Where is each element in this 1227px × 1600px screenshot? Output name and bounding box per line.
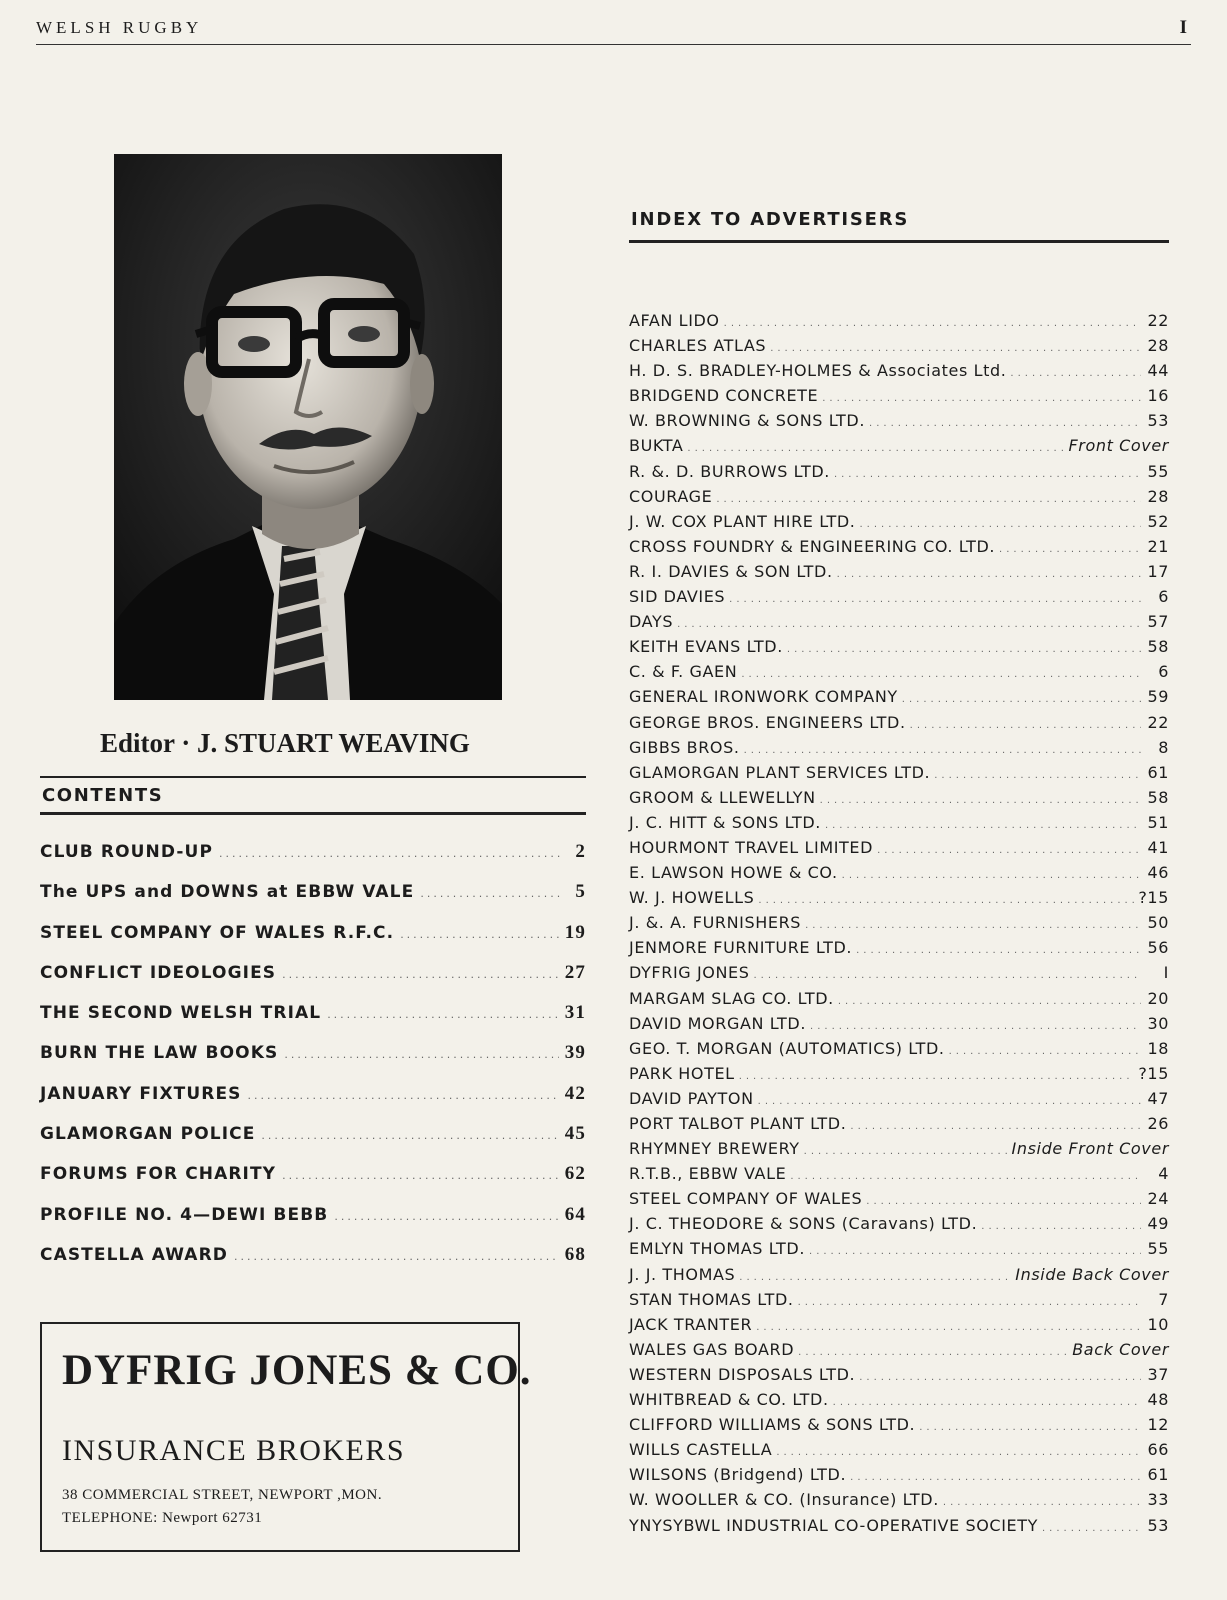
dot-leader (744, 745, 1141, 756)
advertiser-name: R.T.B., EBBW VALE (629, 1164, 787, 1184)
advertiser-name: PARK HOTEL (629, 1063, 735, 1083)
contents-entry-title: THE SECOND WELSH TRIAL (40, 1003, 322, 1024)
dot-leader (741, 669, 1141, 680)
contents-entry-title: STEEL COMPANY OF WALES R.F.C. (40, 922, 395, 943)
advertiser-page: 12 (1147, 1415, 1169, 1435)
advertiser-name: J. W. COX PLANT HIRE LTD. (629, 511, 856, 531)
advertiser-name: W. WOOLLER & CO. (Insurance) LTD. (629, 1490, 939, 1510)
dot-leader (822, 393, 1141, 404)
dot-leader (327, 1008, 559, 1021)
contents-entry-title: PROFILE NO. 4—DEWI BEBB (40, 1204, 329, 1225)
advertiser-name: R. I. DAVIES & SON LTD. (629, 561, 833, 581)
advertiser-page: 61 (1147, 762, 1169, 782)
advertiser-page: 57 (1147, 612, 1169, 632)
advertiser-entry (629, 436, 1169, 461)
advertiser-name: GEO. T. MORGAN (AUTOMATICS) LTD. (629, 1038, 945, 1058)
contents-entry (40, 1042, 586, 1082)
editor-caption: Editor · J. STUART WEAVING (100, 728, 470, 758)
advertiser-page: 55 (1147, 1239, 1169, 1259)
dot-leader (754, 970, 1142, 981)
dot-leader (677, 619, 1141, 630)
advertiser-entry (629, 562, 1169, 587)
dot-leader (234, 1250, 559, 1263)
advertiser-page: 24 (1147, 1189, 1169, 1209)
advertiser-page: 66 (1147, 1440, 1169, 1460)
advertiser-name: SID DAVIES (629, 587, 726, 607)
advertiser-page: 44 (1147, 361, 1169, 381)
dot-leader (400, 928, 559, 941)
contents-entry-title: CONFLICT IDEOLOGIES (40, 962, 277, 983)
advertiser-name: W. J. HOWELLS (629, 888, 755, 908)
contents-entry (40, 841, 586, 881)
advert-address: 38 COMMERCIAL STREET, NEWPORT ,MON. (62, 1487, 383, 1503)
advertiser-page: 8 (1158, 737, 1169, 757)
dot-leader (805, 920, 1141, 931)
dot-leader (804, 1146, 1008, 1157)
advertiser-entry (629, 1189, 1169, 1214)
contents-heading: CONTENTS (40, 776, 586, 815)
insurance-advert (40, 1322, 532, 1552)
dot-leader (798, 1297, 1141, 1308)
advertiser-name: PORT TALBOT PLANT LTD. (629, 1114, 847, 1133)
advertiser-name: RHYMNEY BREWERY (629, 1139, 800, 1159)
advertiser-page: 37 (1147, 1364, 1169, 1384)
advertiser-page: ?15 (1138, 888, 1169, 908)
advertiser-page: 59 (1147, 687, 1169, 707)
advertiser-page: 22 (1147, 712, 1169, 732)
dot-leader (869, 418, 1141, 429)
advertiser-page: I (1163, 963, 1169, 983)
advertiser-name: GEORGE BROS. ENGINEERS LTD. (629, 712, 906, 732)
dot-leader (729, 594, 1141, 605)
advertiser-name: WALES GAS BOARD (629, 1339, 795, 1359)
advertiser-name: JACK TRANTER (629, 1314, 753, 1334)
advertiser-page: 26 (1147, 1114, 1169, 1133)
advertiser-entry (629, 1014, 1169, 1039)
advertiser-name: DAVID MORGAN LTD. (629, 1013, 807, 1033)
advertiser-name: R. &. D. BURROWS LTD. (629, 461, 830, 481)
advertiser-entry (629, 1340, 1169, 1365)
advertiser-name: GLAMORGAN PLANT SERVICES LTD. (629, 762, 931, 782)
advertiser-page: 61 (1147, 1465, 1169, 1485)
dot-leader (859, 1372, 1141, 1383)
advertiser-entry (629, 1415, 1169, 1440)
dot-leader (860, 519, 1142, 530)
contents-section (40, 776, 586, 1284)
advertiser-entry (629, 637, 1169, 662)
advertiser-entry (629, 1365, 1169, 1390)
advertiser-page: Front Cover (1068, 436, 1169, 456)
contents-entry-title: JANUARY FIXTURES (40, 1083, 242, 1104)
advertiser-page: 18 (1147, 1038, 1169, 1058)
advertiser-entry (629, 963, 1169, 988)
dot-leader (687, 443, 1064, 454)
advertiser-name: WESTERN DISPOSALS LTD. (629, 1364, 856, 1384)
dot-leader (776, 1447, 1141, 1458)
advertiser-entry (629, 1516, 1169, 1541)
advertiser-entry (629, 1265, 1169, 1290)
advertiser-page: 16 (1147, 386, 1169, 406)
contents-entry-title: BURN THE LAW BOOKS (40, 1043, 279, 1064)
advertiser-page: 17 (1147, 561, 1169, 581)
contents-entry (40, 1123, 586, 1163)
advertiser-name: YNYSYBWL INDUSTRIAL CO-OPERATIVE SOCIETY (629, 1515, 1038, 1535)
advertiser-page: 53 (1147, 411, 1169, 431)
dot-leader (756, 1322, 1141, 1333)
advertiser-page: 30 (1147, 1013, 1169, 1033)
advertiser-page: 22 (1147, 311, 1169, 330)
advertiser-name: E. LAWSON HOWE & CO. (629, 863, 838, 883)
advertiser-entry (629, 763, 1169, 788)
advertiser-entry (629, 1139, 1169, 1164)
contents-entry (40, 962, 586, 1002)
dot-leader (820, 795, 1141, 806)
advertiser-entry (629, 1490, 1169, 1515)
advertiser-entry (629, 662, 1169, 687)
advertiser-page: 49 (1147, 1214, 1169, 1234)
advertiser-page: 53 (1147, 1515, 1169, 1535)
advertiser-name: DAYS (629, 612, 674, 632)
advertiser-name: GIBBS BROS. (629, 737, 740, 757)
dot-leader (999, 544, 1141, 555)
advertiser-entry (629, 1390, 1169, 1415)
dot-leader (850, 1121, 1141, 1132)
advertiser-name: GENERAL IRONWORK COMPANY (629, 687, 898, 707)
advertiser-entry (629, 738, 1169, 763)
advertiser-entry (629, 1039, 1169, 1064)
dot-leader (934, 770, 1141, 781)
contents-entry-page: 19 (564, 921, 586, 943)
advertiser-entry (629, 813, 1169, 838)
dot-leader (810, 1021, 1141, 1032)
advertiser-entry (629, 938, 1169, 963)
advertiser-page: 10 (1147, 1314, 1169, 1334)
advertiser-name: JENMORE FURNITURE LTD. (629, 938, 853, 958)
advertiser-name: GROOM & LLEWELLYN (629, 787, 816, 807)
advertiser-name: MARGAM SLAG CO. LTD. (629, 988, 834, 1008)
advertisers-index (629, 195, 1169, 1541)
contents-entry-title: CLUB ROUND-UP (40, 842, 214, 862)
dot-leader (837, 569, 1141, 580)
advertiser-page: Inside Back Cover (1015, 1264, 1169, 1284)
dot-leader (834, 469, 1141, 480)
dot-leader (724, 318, 1141, 329)
advertiser-name: AFAN LIDO (629, 311, 720, 330)
advertiser-page: 6 (1158, 587, 1169, 607)
advertiser-entry (629, 713, 1169, 738)
advertiser-name: BUKTA (629, 436, 684, 456)
advertiser-name: WHITBREAD & CO. LTD. (629, 1390, 829, 1410)
contents-entry-page: 62 (564, 1163, 586, 1185)
dot-leader (758, 1096, 1141, 1107)
advertiser-page: 28 (1147, 486, 1169, 506)
dot-leader (716, 494, 1141, 505)
advertiser-page: 50 (1147, 913, 1169, 933)
advertiser-page: Back Cover (1072, 1339, 1169, 1359)
advertiser-page: 20 (1147, 988, 1169, 1008)
dot-leader (842, 870, 1141, 881)
advertiser-page: 58 (1147, 637, 1169, 657)
advertiser-name: J. &. A. FURNISHERS (629, 913, 802, 933)
contents-entry-page: 64 (564, 1203, 586, 1225)
advertiser-page: 58 (1147, 787, 1169, 807)
advertiser-page: 28 (1147, 336, 1169, 356)
advertiser-name: DYFRIG JONES (629, 963, 750, 983)
dot-leader (838, 996, 1141, 1007)
advertiser-page: 52 (1147, 511, 1169, 531)
advertiser-entry (629, 1064, 1169, 1089)
advertiser-entry (629, 1089, 1169, 1114)
contents-entry-page: 5 (575, 881, 586, 903)
advertiser-page: 7 (1158, 1289, 1169, 1309)
advertiser-entry (629, 361, 1169, 386)
dot-leader (866, 1196, 1141, 1207)
advertiser-name: CHARLES ATLAS (629, 336, 767, 356)
advertiser-entry (629, 913, 1169, 938)
contents-entry (40, 881, 586, 921)
advertiser-entry (629, 512, 1169, 537)
advertiser-page: 47 (1147, 1088, 1169, 1108)
contents-entry-title: The UPS and DOWNS at EBBW VALE (40, 882, 415, 903)
dot-leader (809, 1246, 1141, 1257)
dot-leader (981, 1221, 1141, 1232)
advertiser-name: CROSS FOUNDRY & ENGINEERING CO. LTD. (629, 536, 996, 556)
advertiser-entry (629, 1164, 1169, 1189)
dot-leader (833, 1397, 1141, 1408)
dot-leader (798, 1347, 1068, 1358)
advertiser-page: 21 (1147, 536, 1169, 556)
dot-leader (877, 845, 1141, 856)
advertiser-page: 55 (1147, 461, 1169, 481)
advertiser-page: ?15 (1138, 1063, 1169, 1083)
advertiser-entry (629, 788, 1169, 813)
dot-leader (770, 343, 1141, 354)
advertiser-entry (629, 537, 1169, 562)
dot-leader (949, 1046, 1141, 1057)
advertiser-entry (629, 587, 1169, 612)
advertiser-page: 51 (1147, 812, 1169, 832)
dot-leader (856, 945, 1141, 956)
advert-service: INSURANCE BROKERS (62, 1434, 406, 1467)
advertiser-entry (629, 838, 1169, 863)
advertiser-entry (629, 411, 1169, 436)
contents-entry-title: CASTELLA AWARD (40, 1244, 228, 1265)
advertiser-entry (629, 386, 1169, 411)
advertiser-name: CLIFFORD WILLIAMS & SONS LTD. (629, 1415, 916, 1435)
advertiser-entry (629, 487, 1169, 512)
advertiser-entry (629, 1290, 1169, 1315)
dot-leader (850, 1472, 1141, 1483)
portrait-illustration (114, 154, 502, 700)
advertiser-name: WILLS CASTELLA (629, 1440, 773, 1460)
contents-entry (40, 1002, 586, 1042)
advertiser-entry (629, 1440, 1169, 1465)
advertiser-page: 48 (1147, 1390, 1169, 1410)
advertiser-name: STAN THOMAS LTD. (629, 1289, 794, 1309)
advertiser-page: 41 (1147, 837, 1169, 857)
contents-entry-page: 68 (564, 1243, 586, 1265)
dot-leader (261, 1129, 558, 1142)
dot-leader (284, 1048, 558, 1061)
advertiser-page: 56 (1147, 938, 1169, 958)
running-header (36, 18, 1191, 45)
dot-leader (219, 847, 560, 860)
advertiser-name: KEITH EVANS LTD. (629, 637, 783, 657)
advertiser-name: EMLYN THOMAS LTD. (629, 1239, 806, 1259)
advertiser-name: BRIDGEND CONCRETE (629, 386, 819, 406)
contents-entry-page: 39 (564, 1042, 586, 1064)
contents-entry (40, 1244, 586, 1284)
advertiser-name: C. & F. GAEN (629, 662, 738, 682)
dot-leader (910, 720, 1141, 731)
advertiser-entry (629, 863, 1169, 888)
editor-portrait-photo (114, 154, 502, 700)
page-number: I (1179, 17, 1187, 38)
advert-company: DYFRIG JONES & CO. (62, 1347, 532, 1394)
contents-entry (40, 1204, 586, 1244)
dot-leader (248, 1089, 559, 1102)
advertiser-entry (629, 1315, 1169, 1340)
dot-leader (739, 1272, 1011, 1283)
advertiser-entry (629, 336, 1169, 361)
advertiser-entry (629, 311, 1169, 336)
contents-entry-page: 2 (575, 841, 586, 862)
dot-leader (787, 644, 1141, 655)
contents-entry-title: FORUMS FOR CHARITY (40, 1164, 277, 1185)
advertiser-entry (629, 1239, 1169, 1264)
advertiser-entry (629, 1114, 1169, 1139)
advertiser-page: 4 (1158, 1164, 1169, 1184)
dot-leader (739, 1071, 1135, 1082)
contents-list (40, 841, 586, 1284)
dot-leader (919, 1422, 1141, 1433)
advertiser-name: J. C. THEODORE & SONS (Caravans) LTD. (629, 1214, 978, 1234)
advertiser-page: Inside Front Cover (1011, 1139, 1169, 1159)
dot-leader (282, 1169, 559, 1182)
contents-entry-title: GLAMORGAN POLICE (40, 1124, 256, 1145)
contents-entry-page: 27 (564, 961, 586, 983)
advertiser-entry (629, 687, 1169, 712)
advertisers-list (629, 311, 1169, 1541)
advertiser-name: J. C. HITT & SONS LTD. (629, 812, 821, 832)
advertiser-name: DAVID PAYTON (629, 1088, 754, 1108)
advertiser-page: 33 (1147, 1490, 1169, 1510)
advertiser-name: W. BROWNING & SONS LTD. (629, 411, 866, 431)
dot-leader (282, 968, 559, 981)
dot-leader (1010, 368, 1141, 379)
dot-leader (825, 820, 1141, 831)
contents-entry-page: 42 (564, 1082, 586, 1104)
dot-leader (1042, 1523, 1141, 1534)
contents-entry-page: 31 (564, 1002, 586, 1024)
advertiser-entry (629, 888, 1169, 913)
advertiser-name: J. J. THOMAS (629, 1264, 736, 1284)
dot-leader (790, 1171, 1141, 1182)
journal-title: WELSH RUGBY (36, 18, 203, 37)
contents-entry (40, 1163, 586, 1203)
dot-leader (758, 895, 1134, 906)
dot-leader (420, 887, 560, 900)
advertiser-entry (629, 1214, 1169, 1239)
advertiser-name: HOURMONT TRAVEL LIMITED (629, 837, 874, 857)
advertiser-entry (629, 612, 1169, 637)
advertiser-page: 6 (1158, 662, 1169, 682)
advertiser-entry (629, 1465, 1169, 1490)
contents-entry-page: 45 (564, 1123, 586, 1145)
advert-telephone: TELEPHONE: Newport 62731 (62, 1510, 263, 1526)
advertiser-entry (629, 462, 1169, 487)
index-heading: INDEX TO ADVERTISERS (629, 195, 1169, 243)
dot-leader (902, 694, 1141, 705)
dot-leader (943, 1497, 1141, 1508)
contents-entry (40, 1083, 586, 1123)
contents-entry (40, 922, 586, 962)
advertiser-page: 46 (1147, 863, 1169, 883)
advertiser-entry (629, 989, 1169, 1014)
dot-leader (334, 1210, 558, 1223)
advertiser-name: COURAGE (629, 486, 713, 506)
advertiser-name: STEEL COMPANY OF WALES (629, 1189, 863, 1209)
advertiser-name: H. D. S. BRADLEY-HOLMES & Associates Ltd. (629, 361, 1007, 381)
advertiser-name: WILSONS (Bridgend) LTD. (629, 1465, 847, 1485)
